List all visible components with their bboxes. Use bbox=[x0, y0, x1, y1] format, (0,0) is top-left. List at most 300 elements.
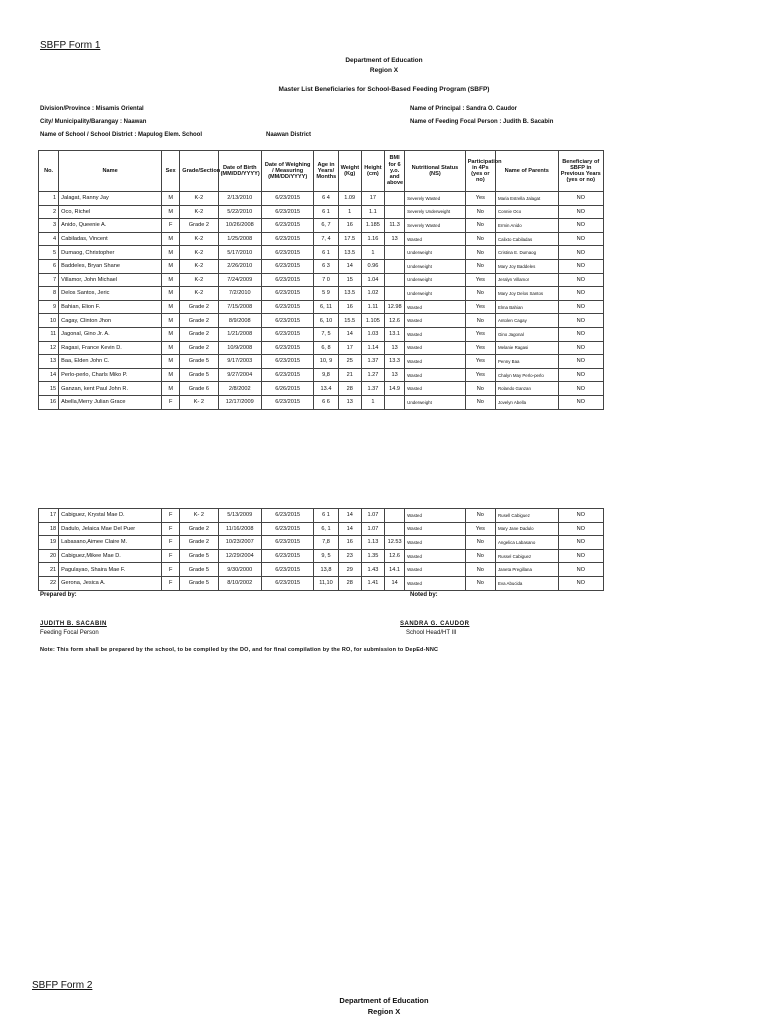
date-of-birth-cell: 10/26/2008 bbox=[218, 219, 261, 233]
student-name-cell: Baddeles, Bryan Shane bbox=[59, 259, 162, 273]
form2-region-heading: Region X bbox=[367, 1007, 401, 1016]
beneficiary-table-part1 bbox=[38, 150, 604, 410]
weight-cell: 28 bbox=[338, 382, 361, 396]
date-of-weighing-cell: 6/23/2015 bbox=[261, 314, 313, 328]
table-row bbox=[39, 509, 604, 523]
grade-section-cell: Grade 2 bbox=[180, 341, 218, 355]
bmi-cell: 13.3 bbox=[385, 355, 405, 369]
height-cell: 1.02 bbox=[361, 287, 384, 301]
previous-beneficiary-cell: NO bbox=[558, 259, 603, 273]
previous-beneficiary-cell: NO bbox=[558, 382, 603, 396]
bmi-cell: 12.98 bbox=[385, 300, 405, 314]
previous-beneficiary-cell: NO bbox=[558, 192, 603, 206]
grade-section-cell: K-2 bbox=[180, 205, 218, 219]
previous-beneficiary-cell: NO bbox=[558, 536, 603, 550]
age-cell: 6 1 bbox=[314, 509, 338, 523]
weight-cell: 13.5 bbox=[338, 246, 361, 260]
sex-cell: F bbox=[162, 395, 180, 409]
height-cell: 1.43 bbox=[361, 563, 384, 577]
nutritional-status-cell: Wasted bbox=[405, 509, 466, 523]
bmi-cell: 12.6 bbox=[385, 549, 405, 563]
previous-beneficiary-cell: NO bbox=[558, 314, 603, 328]
sex-cell: M bbox=[162, 192, 180, 206]
column-header: Age in Years/ Months bbox=[314, 151, 338, 192]
student-name-cell: Jagonal, Gino Jr. A. bbox=[59, 327, 162, 341]
weight-cell: 29 bbox=[338, 563, 361, 577]
date-of-weighing-cell: 6/23/2015 bbox=[261, 576, 313, 590]
date-of-weighing-cell: 6/23/2015 bbox=[261, 355, 313, 369]
student-name-cell: Anido, Queenie A. bbox=[59, 219, 162, 233]
nutritional-status-cell: Wasted bbox=[405, 563, 466, 577]
sex-cell: M bbox=[162, 259, 180, 273]
grade-section-cell: K- 2 bbox=[180, 509, 218, 523]
bmi-cell bbox=[385, 273, 405, 287]
nutritional-status-cell: Wasted bbox=[405, 327, 466, 341]
date-of-weighing-cell: 6/23/2015 bbox=[261, 509, 313, 523]
bmi-cell: 12.6 bbox=[385, 314, 405, 328]
parent-name-cell: Angelica Labasano bbox=[495, 536, 558, 550]
grade-section-cell: Grade 2 bbox=[180, 327, 218, 341]
fourps-participation-cell: Yes bbox=[465, 368, 495, 382]
column-header: Participation in 4Ps (yes or no) bbox=[465, 151, 495, 192]
date-of-weighing-cell: 6/23/2015 bbox=[261, 192, 313, 206]
parent-name-cell: Rolando Ganzan bbox=[495, 382, 558, 396]
date-of-weighing-cell: 6/23/2015 bbox=[261, 522, 313, 536]
parent-name-cell: Eva Abucida bbox=[495, 576, 558, 590]
noter-name: SANDRA G. CAUDOR bbox=[400, 621, 470, 627]
age-cell: 11,10 bbox=[314, 576, 338, 590]
height-cell: 1.35 bbox=[361, 549, 384, 563]
date-of-weighing-cell: 6/23/2015 bbox=[261, 341, 313, 355]
age-cell: 10, 9 bbox=[314, 355, 338, 369]
previous-beneficiary-cell: NO bbox=[558, 287, 603, 301]
table-row bbox=[39, 246, 604, 260]
nutritional-status-cell: Wasted bbox=[405, 549, 466, 563]
student-name-cell: Delos Santos, Jeric bbox=[59, 287, 162, 301]
fourps-participation-cell: No bbox=[465, 563, 495, 577]
weight-cell: 14 bbox=[338, 327, 361, 341]
previous-beneficiary-cell: NO bbox=[558, 300, 603, 314]
height-cell: 1.37 bbox=[361, 355, 384, 369]
column-header: Name of Parents bbox=[495, 151, 558, 192]
row-number-cell: 4 bbox=[39, 232, 59, 246]
row-number-cell: 17 bbox=[39, 509, 59, 523]
table-row bbox=[39, 287, 604, 301]
preparer-name: JUDITH B. SACABIN bbox=[40, 621, 107, 627]
grade-section-cell: K-2 bbox=[180, 246, 218, 260]
previous-beneficiary-cell: NO bbox=[558, 522, 603, 536]
student-name-cell: Abella,Merry Julian Grace bbox=[59, 395, 162, 409]
height-cell: 1.185 bbox=[361, 219, 384, 233]
fourps-participation-cell: No bbox=[465, 509, 495, 523]
parent-name-cell: Mary Joy Baddeles bbox=[495, 259, 558, 273]
fourps-participation-cell: No bbox=[465, 536, 495, 550]
sex-cell: M bbox=[162, 246, 180, 260]
date-of-weighing-cell: 6/23/2015 bbox=[261, 287, 313, 301]
bmi-cell bbox=[385, 192, 405, 206]
prepared-by-label: Prepared by: bbox=[40, 592, 77, 598]
date-of-weighing-cell: 6/23/2015 bbox=[261, 259, 313, 273]
date-of-birth-cell: 2/26/2010 bbox=[218, 259, 261, 273]
table-row bbox=[39, 273, 604, 287]
fourps-participation-cell: No bbox=[465, 576, 495, 590]
date-of-birth-cell: 11/16/2008 bbox=[218, 522, 261, 536]
school-field: Name of School / School District : Mapulog Elem. School bbox=[40, 132, 203, 138]
student-name-cell: Jalagat, Ranny Jay bbox=[59, 192, 162, 206]
fourps-participation-cell: No bbox=[465, 382, 495, 396]
bmi-cell: 13 bbox=[385, 341, 405, 355]
nutritional-status-cell: Underweight bbox=[405, 246, 466, 260]
nutritional-status-cell: Wasted bbox=[405, 314, 466, 328]
date-of-birth-cell: 8/10/2002 bbox=[218, 576, 261, 590]
student-name-cell: Cabiguez,Mikee Mae D. bbox=[59, 549, 162, 563]
age-cell: 6, 11 bbox=[314, 300, 338, 314]
date-of-weighing-cell: 6/23/2015 bbox=[261, 395, 313, 409]
sex-cell: M bbox=[162, 327, 180, 341]
age-cell: 13.4 bbox=[314, 382, 338, 396]
weight-cell: 21 bbox=[338, 368, 361, 382]
date-of-birth-cell: 2/13/2010 bbox=[218, 192, 261, 206]
age-cell: 6, 10 bbox=[314, 314, 338, 328]
weight-cell: 17.5 bbox=[338, 232, 361, 246]
sex-cell: M bbox=[162, 341, 180, 355]
parent-name-cell: Melanie Ragasi bbox=[495, 341, 558, 355]
table-row bbox=[39, 300, 604, 314]
table-row bbox=[39, 327, 604, 341]
date-of-birth-cell: 12/29/2004 bbox=[218, 549, 261, 563]
age-cell: 6, 7 bbox=[314, 219, 338, 233]
grade-section-cell: Grade 5 bbox=[180, 549, 218, 563]
fourps-participation-cell: No bbox=[465, 259, 495, 273]
fourps-participation-cell: Yes bbox=[465, 327, 495, 341]
table-row bbox=[39, 259, 604, 273]
weight-cell: 1 bbox=[338, 205, 361, 219]
bmi-cell bbox=[385, 287, 405, 301]
date-of-birth-cell: 9/17/2003 bbox=[218, 355, 261, 369]
form2-department-heading: Department of Education bbox=[339, 996, 429, 1005]
nutritional-status-cell: Wasted bbox=[405, 522, 466, 536]
fourps-participation-cell: Yes bbox=[465, 355, 495, 369]
table-row bbox=[39, 341, 604, 355]
nutritional-status-cell: Underweight bbox=[405, 273, 466, 287]
bmi-cell bbox=[385, 246, 405, 260]
sex-cell: M bbox=[162, 355, 180, 369]
parent-name-cell: Mary Jane Dadulo bbox=[495, 522, 558, 536]
nutritional-status-cell: Wasted bbox=[405, 536, 466, 550]
nutritional-status-cell: Wasted bbox=[405, 300, 466, 314]
height-cell: 1 bbox=[361, 246, 384, 260]
age-cell: 6, 8 bbox=[314, 341, 338, 355]
date-of-birth-cell: 2/8/2002 bbox=[218, 382, 261, 396]
fourps-participation-cell: No bbox=[465, 219, 495, 233]
student-name-cell: Ragasi, France Kevin D. bbox=[59, 341, 162, 355]
grade-section-cell: K-2 bbox=[180, 259, 218, 273]
grade-section-cell: K-2 bbox=[180, 192, 218, 206]
bmi-cell bbox=[385, 259, 405, 273]
table-row bbox=[39, 355, 604, 369]
grade-section-cell: Grade 2 bbox=[180, 314, 218, 328]
date-of-birth-cell: 8/9/2008 bbox=[218, 314, 261, 328]
student-name-cell: Gerona, Jesica A. bbox=[59, 576, 162, 590]
previous-beneficiary-cell: NO bbox=[558, 205, 603, 219]
height-cell: 1.37 bbox=[361, 382, 384, 396]
age-cell: 6 6 bbox=[314, 395, 338, 409]
fourps-participation-cell: Yes bbox=[465, 273, 495, 287]
nutritional-status-cell: Wasted bbox=[405, 368, 466, 382]
weight-cell: 13.5 bbox=[338, 287, 361, 301]
grade-section-cell: Grade 2 bbox=[180, 300, 218, 314]
row-number-cell: 2 bbox=[39, 205, 59, 219]
date-of-weighing-cell: 6/26/2015 bbox=[261, 382, 313, 396]
height-cell: 1.07 bbox=[361, 522, 384, 536]
previous-beneficiary-cell: NO bbox=[558, 219, 603, 233]
table-row bbox=[39, 192, 604, 206]
column-header: Beneficiary of SBFP in Previous Years (yes or no) bbox=[558, 151, 603, 192]
city-field: City/ Municipality/Barangay : Naawan bbox=[40, 119, 147, 125]
column-header: No. bbox=[39, 151, 59, 192]
age-cell: 7, 5 bbox=[314, 327, 338, 341]
table-row bbox=[39, 563, 604, 577]
bmi-cell: 13.1 bbox=[385, 327, 405, 341]
form1-label: SBFP Form 1 bbox=[40, 40, 101, 51]
weight-cell: 23 bbox=[338, 549, 361, 563]
division-field: Division/Province : Misamis Oriental bbox=[40, 106, 144, 112]
beneficiary-table-part2 bbox=[38, 508, 604, 591]
weight-cell: 14 bbox=[338, 509, 361, 523]
row-number-cell: 5 bbox=[39, 246, 59, 260]
parent-name-cell: Rusell Cabiguez bbox=[495, 509, 558, 523]
noted-by-label: Noted by: bbox=[410, 592, 438, 598]
height-cell: 1.41 bbox=[361, 576, 384, 590]
nutritional-status-cell: Severely Wasted bbox=[405, 192, 466, 206]
principal-field: Name of Principal : Sandra O. Caudor bbox=[410, 106, 518, 112]
student-name-cell: Labasano,Aimee Claire M. bbox=[59, 536, 162, 550]
age-cell: 6 1 bbox=[314, 246, 338, 260]
student-name-cell: Bahian, Elion F. bbox=[59, 300, 162, 314]
nutritional-status-cell: Severely Wasted bbox=[405, 219, 466, 233]
nutritional-status-cell: Wasted bbox=[405, 355, 466, 369]
row-number-cell: 13 bbox=[39, 355, 59, 369]
height-cell: 1.13 bbox=[361, 536, 384, 550]
grade-section-cell: K-2 bbox=[180, 232, 218, 246]
bmi-cell: 13 bbox=[385, 232, 405, 246]
table-row bbox=[39, 232, 604, 246]
parent-name-cell: Calixto Cabiladas bbox=[495, 232, 558, 246]
bmi-cell: 12.53 bbox=[385, 536, 405, 550]
previous-beneficiary-cell: NO bbox=[558, 327, 603, 341]
sex-cell: M bbox=[162, 368, 180, 382]
fourps-participation-cell: No bbox=[465, 287, 495, 301]
age-cell: 9,8 bbox=[314, 368, 338, 382]
weight-cell: 15.5 bbox=[338, 314, 361, 328]
date-of-weighing-cell: 6/23/2015 bbox=[261, 246, 313, 260]
date-of-weighing-cell: 6/23/2015 bbox=[261, 327, 313, 341]
grade-section-cell: K-2 bbox=[180, 273, 218, 287]
height-cell: 1 bbox=[361, 395, 384, 409]
date-of-weighing-cell: 6/23/2015 bbox=[261, 205, 313, 219]
grade-section-cell: K-2 bbox=[180, 287, 218, 301]
height-cell: 17 bbox=[361, 192, 384, 206]
age-cell: 6, 1 bbox=[314, 522, 338, 536]
nutritional-status-cell: Wasted bbox=[405, 382, 466, 396]
age-cell: 5 9 bbox=[314, 287, 338, 301]
nutritional-status-cell: Underweight bbox=[405, 287, 466, 301]
row-number-cell: 14 bbox=[39, 368, 59, 382]
column-header: Sex bbox=[162, 151, 180, 192]
previous-beneficiary-cell: NO bbox=[558, 368, 603, 382]
bmi-cell bbox=[385, 509, 405, 523]
sex-cell: F bbox=[162, 536, 180, 550]
previous-beneficiary-cell: NO bbox=[558, 395, 603, 409]
date-of-weighing-cell: 6/23/2015 bbox=[261, 368, 313, 382]
date-of-weighing-cell: 6/23/2015 bbox=[261, 536, 313, 550]
date-of-birth-cell: 1/25/2008 bbox=[218, 232, 261, 246]
student-name-cell: Pagulayao, Shaira Mae F. bbox=[59, 563, 162, 577]
sex-cell: M bbox=[162, 205, 180, 219]
column-header: Height (cm) bbox=[361, 151, 384, 192]
previous-beneficiary-cell: NO bbox=[558, 246, 603, 260]
age-cell: 6 1 bbox=[314, 205, 338, 219]
height-cell: 1.03 bbox=[361, 327, 384, 341]
sex-cell: F bbox=[162, 522, 180, 536]
bmi-cell bbox=[385, 205, 405, 219]
sex-cell: M bbox=[162, 273, 180, 287]
date-of-weighing-cell: 6/23/2015 bbox=[261, 273, 313, 287]
nutritional-status-cell: Wasted bbox=[405, 576, 466, 590]
parent-name-cell: Maria Estrella Jalagat bbox=[495, 192, 558, 206]
date-of-weighing-cell: 6/23/2015 bbox=[261, 232, 313, 246]
nutritional-status-cell: Wasted bbox=[405, 232, 466, 246]
bmi-cell: 14.9 bbox=[385, 382, 405, 396]
sex-cell: M bbox=[162, 300, 180, 314]
row-number-cell: 7 bbox=[39, 273, 59, 287]
document-title: Master List Beneficiaries for School-Based Feeding Program (SBFP) bbox=[278, 86, 490, 93]
row-number-cell: 21 bbox=[39, 563, 59, 577]
previous-beneficiary-cell: NO bbox=[558, 563, 603, 577]
column-header: Weight (Kg) bbox=[338, 151, 361, 192]
region-heading: Region X bbox=[369, 67, 399, 74]
grade-section-cell: Grade 5 bbox=[180, 368, 218, 382]
footnote: Note: This form shall be prepared by the school, to be compiled by the DO, and for final compilation by the RO, for submission to DepEd-NNC bbox=[40, 647, 439, 653]
fourps-participation-cell: No bbox=[465, 232, 495, 246]
student-name-cell: Oco, Richel bbox=[59, 205, 162, 219]
height-cell: 1.1 bbox=[361, 205, 384, 219]
age-cell: 7,8 bbox=[314, 536, 338, 550]
weight-cell: 14 bbox=[338, 259, 361, 273]
column-header: Nutritional Status (NS) bbox=[405, 151, 466, 192]
weight-cell: 13 bbox=[338, 395, 361, 409]
date-of-weighing-cell: 6/23/2015 bbox=[261, 300, 313, 314]
fourps-participation-cell: Yes bbox=[465, 522, 495, 536]
table-row bbox=[39, 314, 604, 328]
grade-section-cell: K- 2 bbox=[180, 395, 218, 409]
student-name-cell: Cabiguez, Krystal Mae D. bbox=[59, 509, 162, 523]
date-of-birth-cell: 9/30/2000 bbox=[218, 563, 261, 577]
age-cell: 6 4 bbox=[314, 192, 338, 206]
sex-cell: M bbox=[162, 314, 180, 328]
table-header-row bbox=[39, 151, 604, 192]
sex-cell: F bbox=[162, 219, 180, 233]
preparer-title: Feeding Focal Person bbox=[40, 630, 99, 636]
height-cell: 1.11 bbox=[361, 300, 384, 314]
student-name-cell: Perlo-perlo, Charls Miko P. bbox=[59, 368, 162, 382]
previous-beneficiary-cell: NO bbox=[558, 509, 603, 523]
height-cell: 0.96 bbox=[361, 259, 384, 273]
date-of-birth-cell: 7/2/2010 bbox=[218, 287, 261, 301]
parent-name-cell: Connie Oco bbox=[495, 205, 558, 219]
sex-cell: M bbox=[162, 287, 180, 301]
row-number-cell: 1 bbox=[39, 192, 59, 206]
weight-cell: 16 bbox=[338, 536, 361, 550]
parent-name-cell: Gino Jagonal bbox=[495, 327, 558, 341]
parent-name-cell: Chalyn May Perlo-perlo bbox=[495, 368, 558, 382]
sex-cell: M bbox=[162, 382, 180, 396]
row-number-cell: 18 bbox=[39, 522, 59, 536]
column-header: BMI for 6 y.o. and above bbox=[385, 151, 405, 192]
student-name-cell: Villamor, John Michael bbox=[59, 273, 162, 287]
parent-name-cell: Mary Joy Delos Santos bbox=[495, 287, 558, 301]
date-of-birth-cell: 10/23/2007 bbox=[218, 536, 261, 550]
grade-section-cell: Grade 6 bbox=[180, 382, 218, 396]
bmi-cell: 11.3 bbox=[385, 219, 405, 233]
fourps-participation-cell: No bbox=[465, 205, 495, 219]
sex-cell: F bbox=[162, 549, 180, 563]
district-field: Naawan District bbox=[266, 132, 312, 138]
date-of-weighing-cell: 6/23/2015 bbox=[261, 563, 313, 577]
age-cell: 7 0 bbox=[314, 273, 338, 287]
bmi-cell bbox=[385, 522, 405, 536]
row-number-cell: 9 bbox=[39, 300, 59, 314]
table-row bbox=[39, 368, 604, 382]
weight-cell: 28 bbox=[338, 576, 361, 590]
grade-section-cell: Grade 5 bbox=[180, 563, 218, 577]
date-of-birth-cell: 7/15/2008 bbox=[218, 300, 261, 314]
date-of-birth-cell: 10/9/2008 bbox=[218, 341, 261, 355]
parent-name-cell: Antolen Cagay bbox=[495, 314, 558, 328]
date-of-birth-cell: 1/21/2008 bbox=[218, 327, 261, 341]
previous-beneficiary-cell: NO bbox=[558, 355, 603, 369]
row-number-cell: 10 bbox=[39, 314, 59, 328]
bmi-cell bbox=[385, 395, 405, 409]
table-row bbox=[39, 549, 604, 563]
nutritional-status-cell: Severely Underweight bbox=[405, 205, 466, 219]
previous-beneficiary-cell: NO bbox=[558, 341, 603, 355]
parent-name-cell: Jovelyn Abella bbox=[495, 395, 558, 409]
grade-section-cell: Grade 2 bbox=[180, 522, 218, 536]
parent-name-cell: Ermin Anido bbox=[495, 219, 558, 233]
nutritional-status-cell: Underweight bbox=[405, 395, 466, 409]
table-row bbox=[39, 395, 604, 409]
date-of-birth-cell: 5/13/2009 bbox=[218, 509, 261, 523]
weight-cell: 14 bbox=[338, 522, 361, 536]
previous-beneficiary-cell: NO bbox=[558, 576, 603, 590]
height-cell: 1.04 bbox=[361, 273, 384, 287]
table-row bbox=[39, 219, 604, 233]
date-of-birth-cell: 5/22/2010 bbox=[218, 205, 261, 219]
fourps-participation-cell: Yes bbox=[465, 300, 495, 314]
age-cell: 7, 4 bbox=[314, 232, 338, 246]
age-cell: 13,8 bbox=[314, 563, 338, 577]
column-header: Date of Weighing / Measuring (MM/DD/YYYY) bbox=[261, 151, 313, 192]
grade-section-cell: Grade 5 bbox=[180, 355, 218, 369]
sex-cell: F bbox=[162, 576, 180, 590]
column-header: Date of Birth (MM/DD/YYYY) bbox=[218, 151, 261, 192]
student-name-cell: Ganzan, kent Paul John R. bbox=[59, 382, 162, 396]
weight-cell: 16 bbox=[338, 300, 361, 314]
table-row bbox=[39, 522, 604, 536]
sex-cell: F bbox=[162, 563, 180, 577]
row-number-cell: 22 bbox=[39, 576, 59, 590]
